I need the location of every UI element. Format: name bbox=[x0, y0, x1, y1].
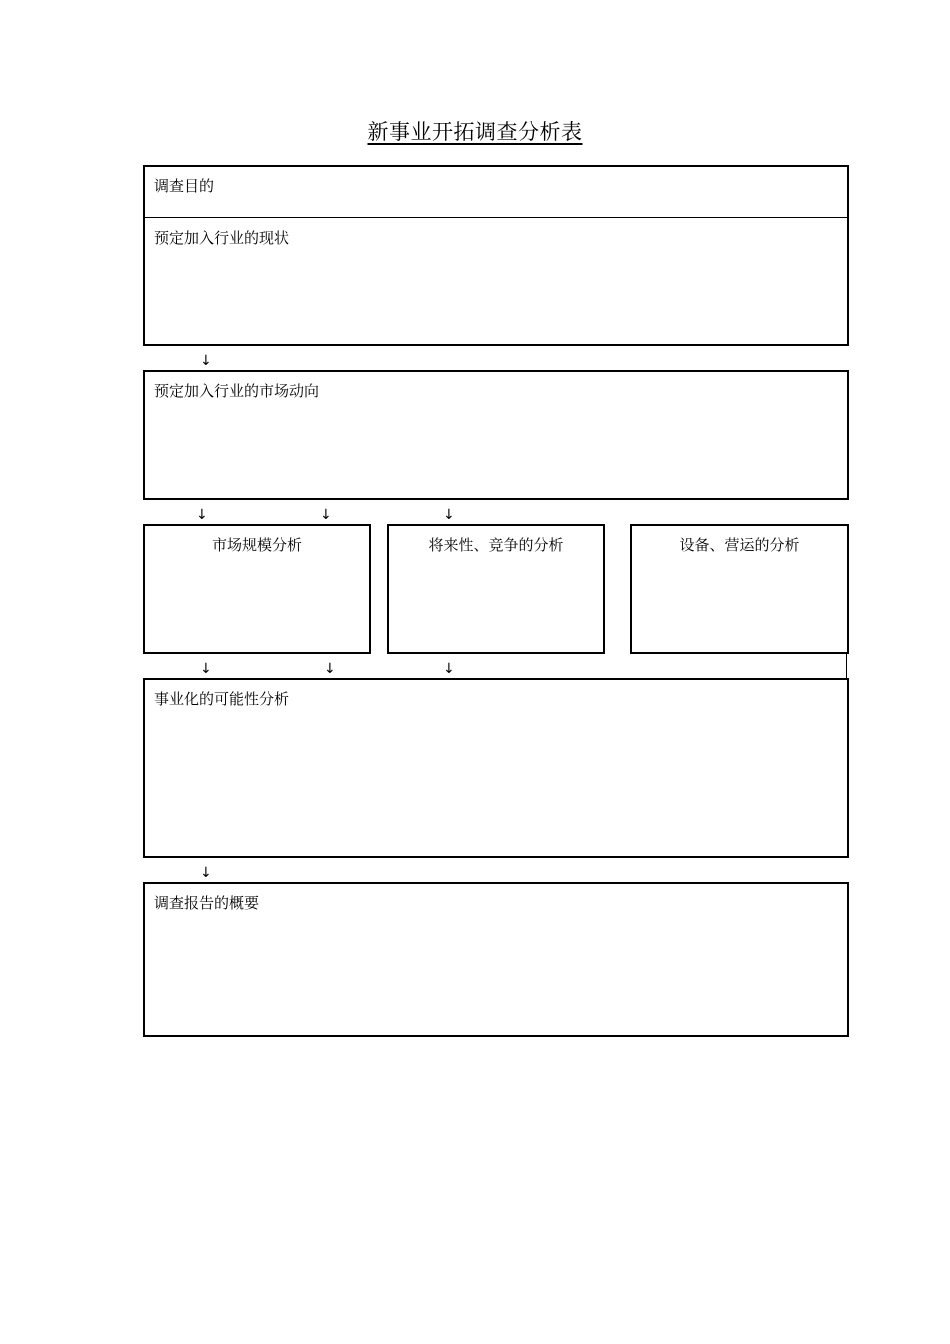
report-summary-box bbox=[143, 882, 849, 1037]
market-size-label: 市场规模分析 bbox=[211, 536, 302, 554]
future-competition-box bbox=[387, 524, 605, 654]
equipment-operation-box bbox=[630, 524, 849, 654]
report-summary-label: 调查报告的概要 bbox=[154, 894, 260, 912]
flow-arrow-down: ↓ bbox=[196, 507, 208, 523]
market-trend-box bbox=[143, 370, 849, 500]
section-divider bbox=[145, 217, 847, 218]
equipment-operation-label: 设备、营运的分析 bbox=[679, 536, 800, 554]
feasibility-label: 事业化的可能性分析 bbox=[154, 690, 290, 708]
survey-purpose-label: 调查目的 bbox=[154, 177, 215, 195]
edge-line bbox=[846, 652, 847, 680]
flow-arrow-down: ↓ bbox=[443, 661, 455, 677]
survey-purpose-box bbox=[143, 165, 849, 346]
flow-arrow-down: ↓ bbox=[200, 865, 212, 881]
page-title: 新事业开拓调查分析表 bbox=[367, 120, 583, 144]
flow-arrow-down: ↓ bbox=[200, 661, 212, 677]
flow-arrow-down: ↓ bbox=[320, 507, 332, 523]
flow-arrow-down: ↓ bbox=[443, 507, 455, 523]
feasibility-box bbox=[143, 678, 849, 858]
future-competition-label: 将来性、竞争的分析 bbox=[428, 536, 564, 554]
flow-arrow-down: ↓ bbox=[324, 661, 336, 677]
flow-arrow-down: ↓ bbox=[200, 353, 212, 369]
industry-status-label: 预定加入行业的现状 bbox=[154, 229, 290, 247]
market-size-box bbox=[143, 524, 371, 654]
market-trend-label: 预定加入行业的市场动向 bbox=[154, 382, 320, 400]
